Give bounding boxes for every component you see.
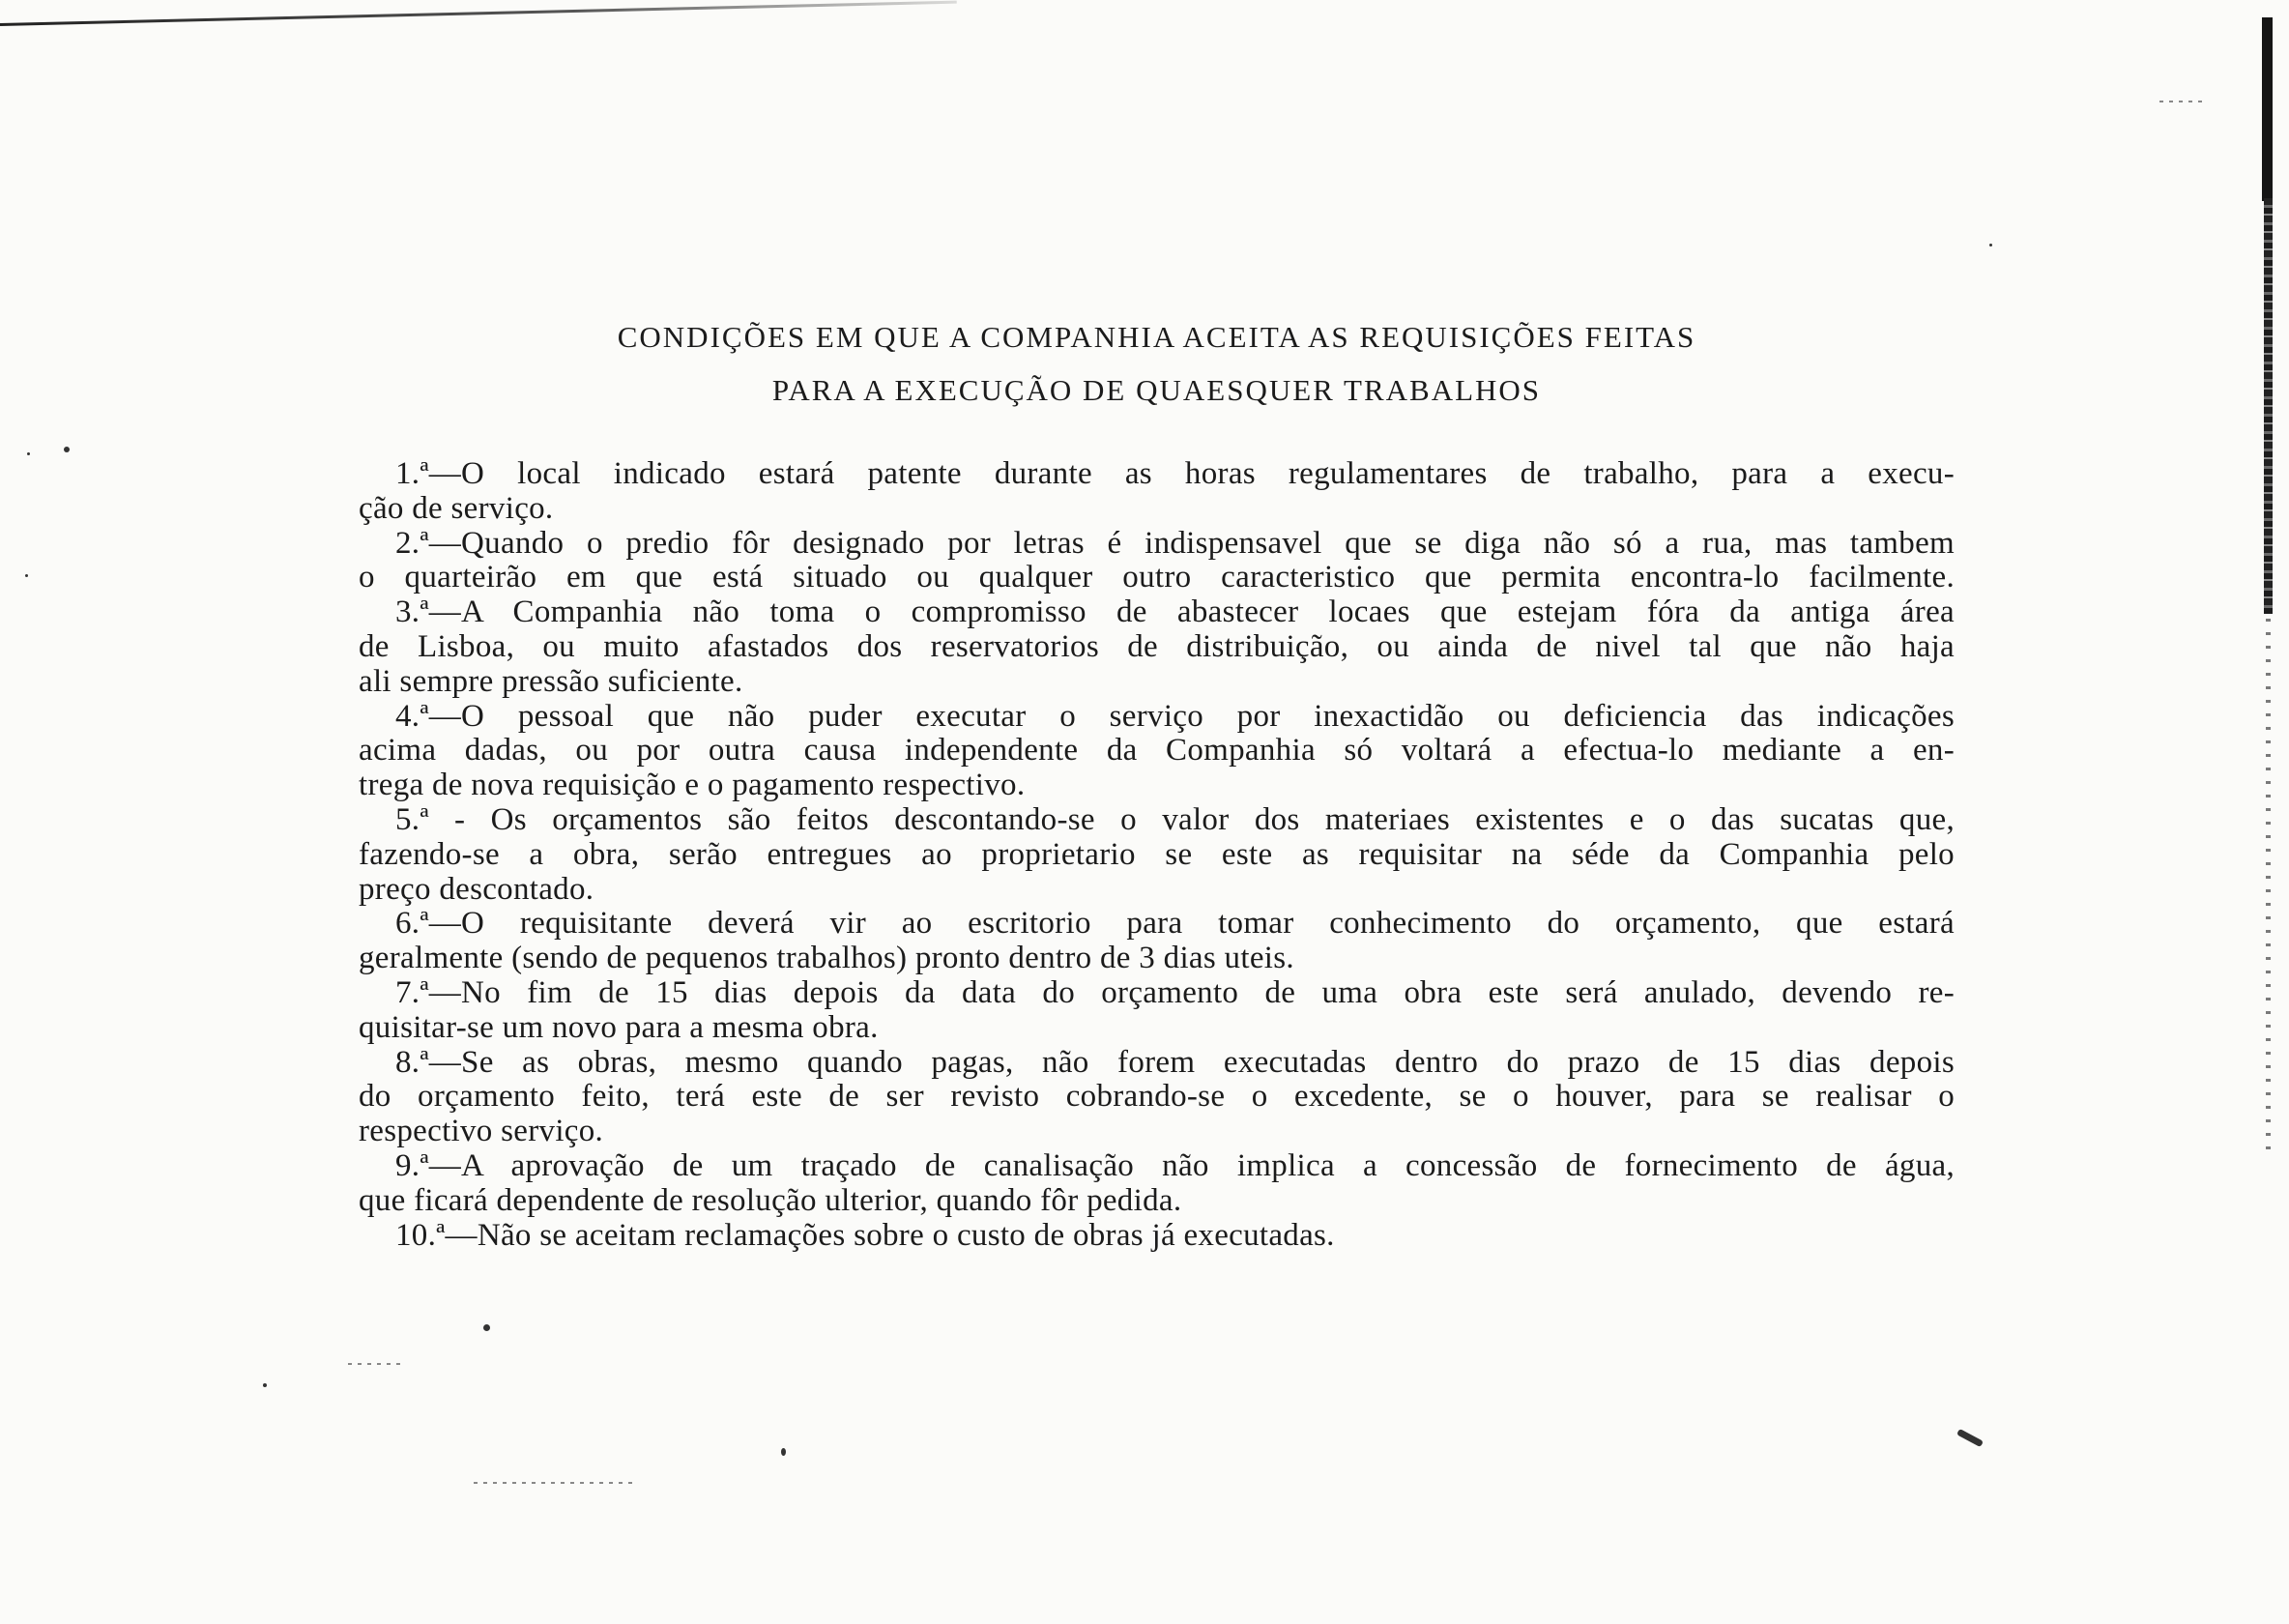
condition-line: fazendo-se a obra, serão entregues ao proprietario se este as requisitar na séde da Companhia pelo: [359, 837, 1955, 872]
condition-7: [359, 976, 1955, 1046]
condition-2: [359, 527, 1955, 596]
condition-6: [359, 907, 1955, 976]
condition-line: 3.ª—A Companhia não toma o compromisso de abastecer locaes que estejam fóra da antiga área: [395, 595, 1955, 630]
condition-line: 2.ª—Quando o predio fôr designado por letras é indispensavel que se diga não só a rua, mas tambem: [395, 526, 1955, 561]
scan-speck: [2159, 101, 2208, 102]
condition-9: [359, 1149, 1955, 1219]
condition-line: de Lisboa, ou muito afastados dos reservatorios de distribuição, ou ainda de nivel tal que não haja: [359, 629, 1955, 664]
condition-line: que ficará dependente de resolução ulterior, quando fôr pedida.: [359, 1183, 1182, 1218]
condition-line: ção de serviço.: [359, 491, 554, 526]
condition-line: 9.ª—A aprovação de um traçado de canalisação não implica a concessão de fornecimento de água,: [395, 1148, 1955, 1183]
title-line: CONDIÇÕES EM QUE A COMPANHIA ACEITA AS REQUISIÇÕES FEITAS: [617, 320, 1696, 354]
condition-line: 10.ª—Não se aceitam reclamações sobre o custo de obras já executadas.: [395, 1218, 1335, 1253]
condition-line: respectivo serviço.: [359, 1115, 604, 1149]
condition-line: trega de nova requisição e o pagamento respectivo.: [359, 768, 1026, 803]
condition-5: [359, 803, 1955, 907]
scan-speck: [483, 1324, 490, 1331]
scan-speck: [1989, 244, 1992, 246]
condition-line: acima dadas, ou por outra causa independente da Companhia só voltará a efectua-lo mediante a en-: [359, 734, 1955, 768]
scan-edge-shadow: [2264, 198, 2273, 614]
condition-8: [359, 1046, 1955, 1149]
scan-speck: [781, 1448, 786, 1456]
scan-speck: [1956, 1429, 1984, 1447]
scan-speck: [263, 1383, 267, 1387]
condition-3: [359, 595, 1955, 699]
condition-10: [359, 1219, 1955, 1254]
condition-line: quisitar-se um novo para a mesma obra.: [359, 1010, 879, 1045]
scan-speck: [27, 452, 30, 455]
document-title: [359, 310, 1955, 417]
scan-edge-shadow: [2266, 619, 2271, 1160]
condition-line: 4.ª—O pessoal que não puder executar o serviço por inexactidão ou deficiencia das indicações: [395, 699, 1955, 734]
condition-line: geralmente (sendo de pequenos trabalhos) pronto dentro de 3 dias uteis.: [359, 942, 1294, 976]
condition-line: 1.ª—O local indicado estará patente durante as horas regulamentares de trabalho, para a execu-: [395, 457, 1955, 491]
condition-line: do orçamento feito, terá este de ser revisto cobrando-se o excedente, se o houver, para se realisar o: [359, 1080, 1955, 1115]
scan-speck: [25, 574, 28, 577]
condition-4: [359, 700, 1955, 803]
condition-line: 8.ª—Se as obras, mesmo quando pagas, não forem executadas dentro do prazo de 15 dias depois: [395, 1045, 1955, 1080]
scan-speck: [348, 1363, 406, 1365]
condition-line: preço descontado.: [359, 872, 594, 907]
condition-line: o quarteirão em que está situado ou qualquer outro caracteristico que permita encontra-lo facilmente.: [359, 561, 1955, 595]
title-line: PARA A EXECUÇÃO DE QUAESQUER TRABALHOS: [771, 373, 1542, 407]
scan-scratch: [0, 1, 957, 26]
condition-line: 5.ª - Os orçamentos são feitos descontando-se o valor dos materiaes existentes e o das sucatas que,: [395, 802, 1955, 837]
scan-speck: [474, 1482, 638, 1484]
scan-edge-shadow: [2262, 17, 2273, 201]
condition-line: 7.ª—No fim de 15 dias depois da data do orçamento de uma obra este será anulado, devendo re-: [395, 975, 1955, 1010]
condition-line: 6.ª—O requisitante deverá vir ao escritorio para tomar conhecimento do orçamento, que estará: [395, 907, 1955, 942]
conditions-list: [359, 457, 1955, 1253]
condition-line: ali sempre pressão suficiente.: [359, 664, 743, 699]
scan-speck: [64, 447, 70, 452]
condition-1: [359, 457, 1955, 527]
